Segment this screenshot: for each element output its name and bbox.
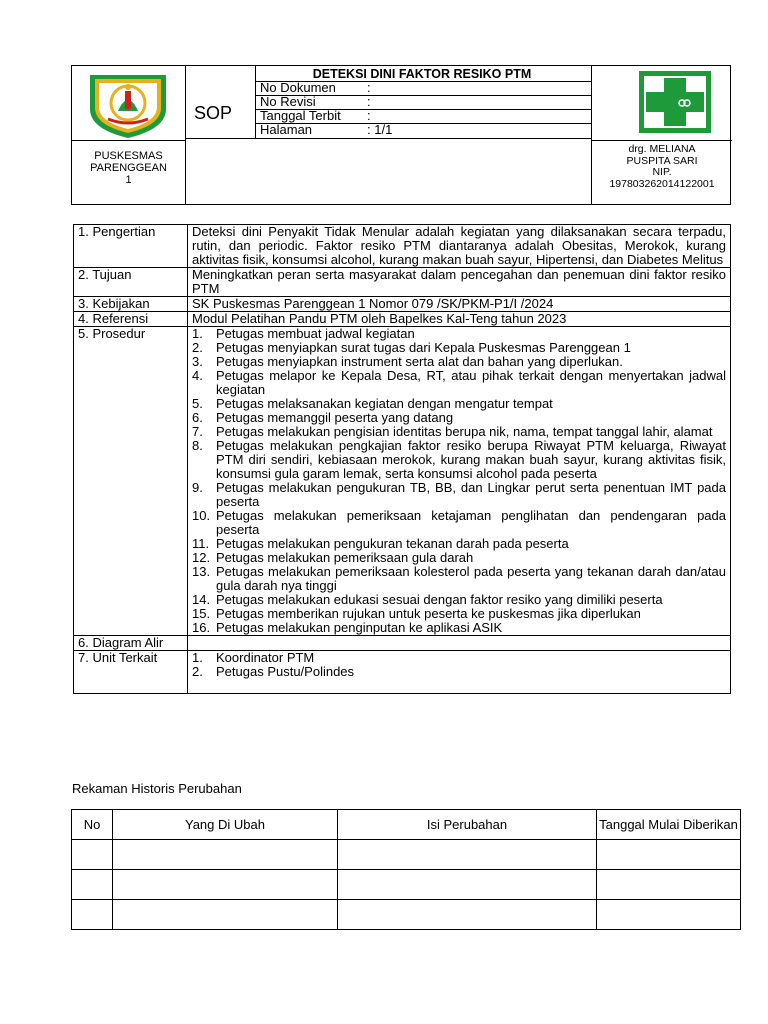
- meta-no-dokumen: No Dokumen :: [260, 80, 371, 95]
- list-item: [192, 551, 726, 565]
- history-row: [72, 900, 741, 930]
- label-prosedur: 5. Prosedur: [74, 327, 188, 636]
- list-item: [192, 355, 726, 369]
- col-isi-perubahan: Isi Perubahan: [338, 810, 597, 840]
- text-referensi: Modul Pelatihan Pandu PTM oleh Bapelkes Kal-Teng tahun 2023: [188, 312, 731, 327]
- list-item: [192, 411, 726, 425]
- list-item: [192, 439, 726, 481]
- item-text: Petugas melakukan pemeriksaan kolesterol pada peserta yang tekanan darah dan/atau gula darah nya tinggi: [216, 564, 726, 593]
- history-header-row: [72, 810, 741, 840]
- unit-name: PUSKESMAS PARENGGEAN 1: [90, 150, 167, 186]
- item-number: 14.: [192, 592, 211, 607]
- item-number: 4.: [192, 368, 203, 383]
- item-text: Petugas melakukan pengkajian faktor resiko berupa Riwayat PTM keluarga, Riwayat PTM diri sendiri, kebiasaan merokok, kurang makan buah sayur, kurang aktivitas fisik, konsumsi gula garam lemak, serta konsumsi alcohol pada peserta: [216, 438, 726, 481]
- row-tujuan: [74, 268, 731, 297]
- label-unit-terkait: 7. Unit Terkait: [74, 651, 188, 694]
- puskesmas-logo: [637, 69, 713, 135]
- document-title: DETEKSI DINI FAKTOR RESIKO PTM: [312, 67, 532, 81]
- cell: [72, 840, 113, 870]
- item-text: Petugas melakukan pemeriksaan ketajaman penglihatan dan pendengaran pada peserta: [216, 508, 726, 537]
- prosedur-steps: [188, 327, 731, 636]
- item-text: Petugas menyiapkan instrument serta alat dan bahan yang diperlukan.: [216, 354, 623, 369]
- item-text: Petugas memanggil peserta yang datang: [216, 410, 454, 425]
- item-number: 9.: [192, 480, 203, 495]
- item-text: Petugas melakukan pengukuran TB, BB, dan Lingkar perut serta penentuan IMT pada peserta: [216, 480, 726, 509]
- list-item: [192, 341, 726, 355]
- item-number: 2.: [192, 664, 203, 679]
- item-number: 16.: [192, 620, 211, 635]
- cell: [338, 840, 597, 870]
- row-unit-terkait: [74, 651, 731, 694]
- meta-no-revisi: No Revisi :: [260, 94, 371, 109]
- text-kebijakan: SK Puskesmas Parenggean 1 Nomor 079 /SK/PKM-P1/I /2024: [188, 297, 731, 312]
- item-text: Koordinator PTM: [216, 650, 315, 665]
- list-item: [192, 397, 726, 411]
- cell: [113, 870, 338, 900]
- signer-block: drg. MELIANA PUSPITA SARI NIP. 197803262014122001: [609, 143, 715, 190]
- item-number: 11.: [192, 536, 210, 551]
- history-row: [72, 840, 741, 870]
- related-units-list: [192, 651, 726, 679]
- list-item: [192, 607, 726, 621]
- item-number: 5.: [192, 396, 203, 411]
- row-kebijakan: [74, 297, 731, 312]
- sop-header: [71, 65, 731, 205]
- meta-halaman: Halaman : 1/1: [260, 122, 393, 137]
- item-text: Petugas menyiapkan surat tugas dari Kepala Puskesmas Parenggean 1: [216, 340, 631, 355]
- item-number: 2.: [192, 340, 203, 355]
- cell: [597, 900, 741, 930]
- row-diagram: [74, 636, 731, 651]
- text-tujuan: Meningkatkan peran serta masyarakat dalam pencegahan dan penemuan dini faktor resiko PTM: [188, 268, 731, 297]
- item-text: Petugas melakukan edukasi sesuai dengan faktor resiko yang dimiliki peserta: [216, 592, 663, 607]
- list-item: [192, 327, 726, 341]
- label-referensi: 4. Referensi: [74, 312, 188, 327]
- item-number: 10.: [192, 508, 211, 523]
- label-kebijakan: 3. Kebijakan: [74, 297, 188, 312]
- history-table: [71, 809, 741, 930]
- list-item: [192, 425, 726, 439]
- item-text: Petugas Pustu/Polindes: [216, 664, 355, 679]
- list-item: [192, 369, 726, 397]
- item-text: Petugas melakukan pengukuran tekanan darah pada peserta: [216, 536, 569, 551]
- item-number: 3.: [192, 354, 203, 369]
- cell: [113, 900, 338, 930]
- item-text: Petugas melakukan pengisian identitas berupa nik, nama, tempat tanggal lahir, alamat: [216, 424, 713, 439]
- label-diagram: 6. Diagram Alir: [74, 636, 188, 651]
- row-referensi: [74, 312, 731, 327]
- label-tujuan: 2. Tujuan: [74, 268, 188, 297]
- item-number: 12.: [192, 550, 211, 565]
- col-no: No: [72, 810, 113, 840]
- item-text: Petugas melakukan penginputan ke aplikasi ASIK: [216, 620, 503, 635]
- cell: [597, 870, 741, 900]
- procedure-list: [192, 327, 726, 635]
- item-number: 6.: [192, 410, 203, 425]
- cell: [338, 870, 597, 900]
- history-row: [72, 870, 741, 900]
- diagram-area: [188, 636, 731, 651]
- item-text: Petugas membuat jadwal kegiatan: [216, 326, 415, 341]
- col-yang-di-ubah: Yang Di Ubah: [113, 810, 338, 840]
- item-number: 7.: [192, 424, 203, 439]
- sop-content-table: [73, 224, 731, 694]
- item-number: 1.: [192, 650, 203, 665]
- list-item: [192, 621, 726, 635]
- sop-label: SOP: [194, 103, 233, 123]
- item-number: 15.: [192, 606, 211, 621]
- label-pengertian: 1. Pengertian: [74, 225, 188, 268]
- list-item: [192, 565, 726, 593]
- item-text: Petugas memberikan rujukan untuk peserta ke puskesmas jika diperlukan: [216, 606, 641, 621]
- item-text: Petugas melapor ke Kepala Desa, RT, atau pihak terkait dengan menyertakan jadwal kegiatan: [216, 368, 726, 397]
- list-item: [192, 593, 726, 607]
- cell: [597, 840, 741, 870]
- cell: [113, 840, 338, 870]
- row-prosedur: [74, 327, 731, 636]
- cell: [72, 900, 113, 930]
- cell: [338, 900, 597, 930]
- row-pengertian: [74, 225, 731, 268]
- item-text: Petugas melaksanakan kegiatan dengan mengatur tempat: [216, 396, 553, 411]
- cell: [72, 870, 113, 900]
- list-item: [192, 665, 726, 679]
- list-item: [192, 481, 726, 509]
- item-number: 13.: [192, 564, 211, 579]
- list-item: [192, 651, 726, 665]
- col-tanggal-mulai: Tanggal Mulai Diberikan: [597, 810, 741, 840]
- item-text: Petugas melakukan pemeriksaan gula darah: [216, 550, 474, 565]
- item-number: 8.: [192, 438, 203, 453]
- item-number: 1.: [192, 326, 203, 341]
- list-item: [192, 537, 726, 551]
- meta-tanggal-terbit: Tanggal Terbit :: [260, 108, 371, 123]
- text-pengertian: Deteksi dini Penyakit Tidak Menular adalah kegiatan yang dilaksanakan secara terpadu, rutin, dan periodic. Faktor resiko PTM diantaranya adalah Obesitas, Merokok, kurang aktivitas fisik, konsumsi alcohol, kurang makan buah sayur, Hipertensi, dan Diabetes Melitus: [188, 225, 731, 268]
- list-item: [192, 509, 726, 537]
- regency-seal-logo: [78, 71, 178, 141]
- history-title: Rekaman Historis Perubahan: [72, 781, 242, 796]
- unit-terkait-list: [188, 651, 731, 694]
